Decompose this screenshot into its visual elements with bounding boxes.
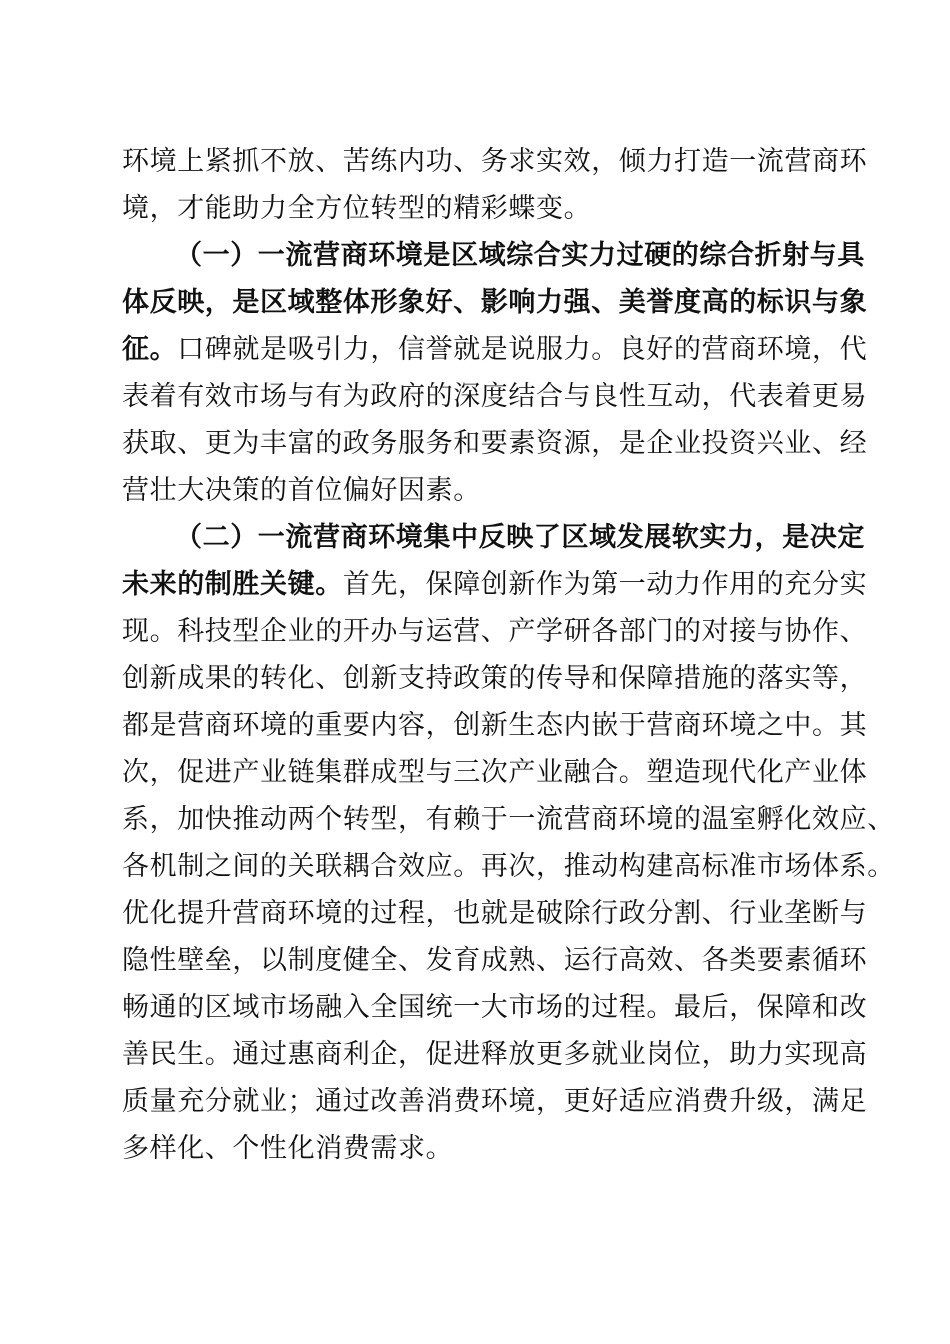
section-heading-end: 未来的制胜关键。 [122,569,343,600]
text-line: 创新成果的转化、创新支持政策的传导和保障措施的落实等， [122,663,868,694]
text-line: 系，加快推动两个转型，有赖于一流营商环境的温室孵化效应、 [122,804,895,835]
section-heading-line: （二）一流营商环境集中反映了区域发展软实力，是决定 [175,522,865,553]
text-line [122,330,868,370]
text-line: 获取、更为丰富的政务服务和要素资源，是企业投资兴业、经 [122,428,868,459]
section-heading-end: 征。 [122,334,178,365]
text-line: 境，才能助力全方位转型的精彩蝶变。 [122,193,592,224]
text-line: 环境上紧抓不放、苦练内功、务求实效，倾力打造一流营商环 [122,146,868,177]
text-line: 多样化、个性化消费需求。 [122,1133,454,1164]
text-span: 口碑就是吸引力，信誉就是说服力。良好的营商环境，代 [177,334,868,365]
text-line: 营壮大决策的首位偏好因素。 [122,475,481,506]
text-line: 质量充分就业；通过改善消费环境，更好适应消费升级，满足 [122,1086,868,1117]
text-line: 各机制之间的关联耦合效应。再次，推动构建高标准市场体系。 [122,851,895,882]
text-line: 优化提升营商环境的过程，也就是破除行政分割、行业垄断与 [122,898,868,929]
section-heading-line: （一）一流营商环境是区域综合实力过硬的综合折射与具 [175,240,865,271]
text-line [122,565,868,605]
text-line: 善民生。通过惠商利企，促进释放更多就业岗位，助力实现高 [122,1039,868,1070]
text-line: 次，促进产业链集群成型与三次产业融合。塑造现代化产业体 [122,757,868,788]
text-line: 表着有效市场与有为政府的深度结合与良性互动，代表着更易 [122,381,868,412]
text-line: 隐性壁垒，以制度健全、发育成熟、运行高效、各类要素循环 [122,945,868,976]
text-line: 现。科技型企业的开办与运营、产学研各部门的对接与协作、 [122,616,868,647]
text-span: 首先，保障创新作为第一动力作用的充分实 [342,569,868,600]
text-line: 畅通的区域市场融入全国统一大市场的过程。最后，保障和改 [122,992,868,1023]
text-line: 都是营商环境的重要内容，创新生态内嵌于营商环境之中。其 [122,710,868,741]
section-heading-line: 体反映，是区域整体形象好、影响力强、美誉度高的标识与象 [122,287,868,318]
